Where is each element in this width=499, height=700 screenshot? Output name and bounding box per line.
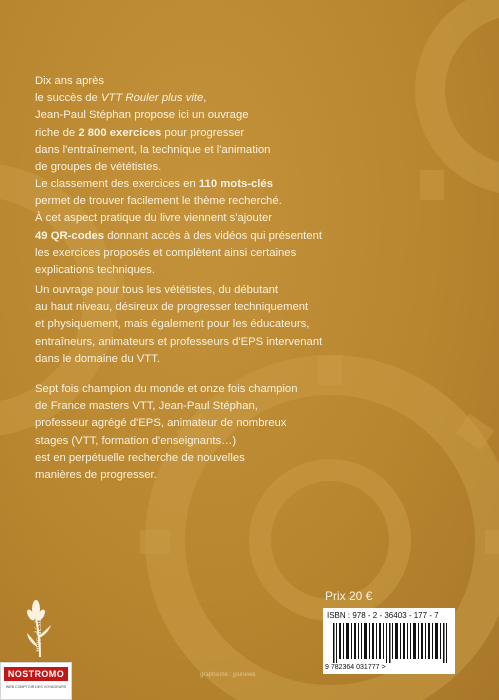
text-run: Le classement des exercices en — [35, 178, 199, 190]
text-line: À cet aspect pratique du livre viennent s'ajouter — [35, 212, 273, 225]
text-line — [35, 90, 475, 107]
text-line — [35, 125, 475, 142]
shop-stamp — [0, 662, 72, 700]
text-line: Jean-Paul Stéphan propose ici un ouvrage — [35, 109, 249, 122]
author-bio-paragraph — [35, 381, 475, 484]
audience-paragraph — [35, 282, 475, 368]
barcode — [323, 608, 455, 674]
shop-stamp-tagline: WEB COMPTOIR DES VOYAGEURS — [5, 685, 67, 689]
qr-code-count: 49 QR-codes — [35, 229, 105, 242]
text-line: Un ouvrage pour tous les vététistes, du débutant — [35, 284, 279, 296]
text-line: dans le domaine du VTT. — [35, 352, 160, 365]
text-line: de groupes de vététistes. — [35, 161, 162, 174]
text-line: et physiquement, mais également pour les éducateurs, — [35, 318, 310, 331]
design-credit: graphisme : jpuriewa — [200, 672, 256, 678]
text-line: Dix ans après — [35, 75, 105, 87]
text-line: explications techniques. — [35, 264, 155, 277]
isbn-label: ISBN : 978 - 2 - 36403 - 177 - 7 — [327, 611, 439, 620]
text-line: de France masters VTT, Jean-Paul Stéphan, — [35, 400, 258, 413]
text-run: riche de — [35, 126, 79, 139]
keywords-paragraph — [35, 176, 475, 279]
text-line: Sept fois champion du monde et onze fois champion — [35, 383, 298, 395]
text-line: au haut niveau, désireux de progresser techniquement — [35, 301, 309, 314]
text-run: donnant accès à des vidéos qui présentent — [104, 229, 322, 242]
keyword-count: 110 mots-clés — [198, 178, 273, 190]
book-title-reference: VTT Rouler plus vite — [100, 92, 204, 105]
text-line — [35, 176, 475, 193]
barcode-number: 9 782364 031777 > — [325, 664, 386, 671]
text-line: dans l'entraînement, la technique et l'animation — [35, 143, 271, 156]
text-line: est en perpétuelle recherche de nouvelles — [35, 451, 245, 464]
text-line — [35, 228, 475, 245]
publisher-logo-text: mes désirs — [33, 614, 43, 652]
text-run: , — [203, 92, 207, 105]
text-line: professeur agrégé d'EPS, animateur de nombreux — [35, 417, 287, 430]
text-line: entraîneurs, animateurs et professeurs d'EPS intervenant — [35, 335, 323, 348]
text-line: les exercices proposés et complètent ainsi certaines — [35, 246, 297, 259]
price-label: Prix 20 € — [325, 589, 373, 603]
exercise-count: 2 800 exercices — [78, 126, 162, 139]
barcode-bars-icon — [333, 623, 449, 663]
text-run: pour progresser — [161, 126, 245, 139]
intro-paragraph — [35, 73, 475, 176]
text-line: stages (VTT, formation d'enseignants…) — [35, 434, 237, 447]
shop-stamp-name: NOSTROMO — [4, 667, 68, 681]
text-run: le succès de — [35, 92, 101, 105]
text-line: manières de progresser. — [35, 469, 157, 482]
text-line: permet de trouver facilement le thème recherché. — [35, 195, 282, 208]
